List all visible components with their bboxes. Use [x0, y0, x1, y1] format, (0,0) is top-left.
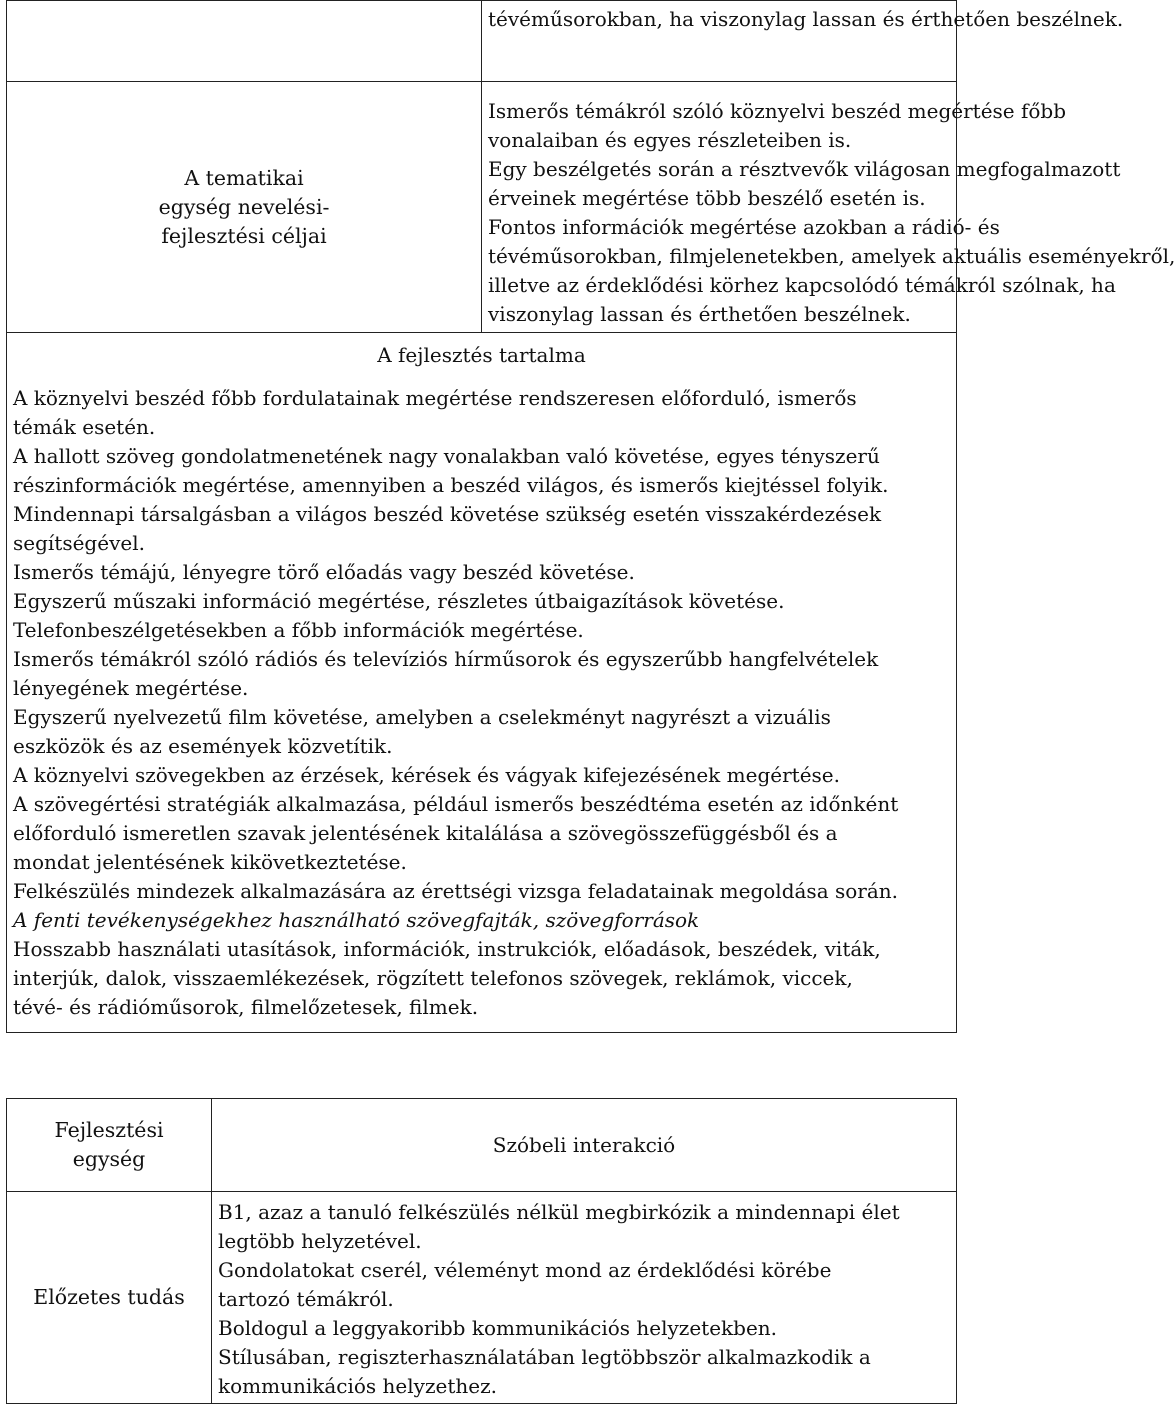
content-line: Felkészülés mindezek alkalmazására az érettségi vizsga feladatainak megoldása során. — [13, 879, 898, 903]
continuation-text: tévéműsorokban, ha viszonylag lassan és érthetően beszélnek. — [488, 7, 1124, 31]
prior-knowledge-label: Előzetes tudás — [7, 1192, 212, 1404]
table-row — [7, 1099, 957, 1192]
content-line: Ismerős témákról szóló rádiós és televíziós hírműsorok és egyszerűbb hangfelvételek — [13, 647, 879, 671]
interaction-unit-table — [6, 1098, 957, 1404]
curriculum-table — [6, 0, 1175, 1033]
unit-label: Fejlesztési egység — [7, 1099, 212, 1192]
content-line: Egyszerű nyelvezetű film követése, amelyben a cselekményt nagyrészt a vizuális — [13, 705, 831, 729]
content-line: mondat jelentésének kikövetkeztetése. — [13, 850, 407, 874]
sources-line: Hosszabb használati utasítások, információk, instrukciók, előadások, beszédek, viták, — [13, 937, 881, 961]
content-cell — [7, 333, 957, 1033]
content-line: részinformációk megértése, amennyiben a beszéd világos, és ismerős kiejtéssel folyik. — [13, 473, 889, 497]
goals-text: Ismerős témákról szóló köznyelvi beszéd megértése főbb vonalaiban és egyes részleteiben is. Egy beszélgetés során a résztvevők világosan megfogalmazott érveinek megértése több beszélő esetén is. Fontos információk megértése azokban a rádió- és tévéműsorokban, filmjelenetekben, amelyek aktuális eseményekről, illetve az érdeklődési körhez kapcsolódó témákról szólnak, ha viszonylag lassan és érthetően beszélnek. — [482, 82, 957, 333]
table-row — [7, 333, 957, 1033]
sources-line: tévé- és rádióműsorok, filmelőzetesek, filmek. — [13, 995, 479, 1019]
content-line: Mindennapi társalgásban a világos beszéd követése szükség esetén visszakérdezések — [13, 502, 882, 526]
content-line: témák esetén. — [13, 415, 156, 439]
table-row — [7, 82, 957, 333]
content-line: előforduló ismeretlen szavak jelentésének kitalálása a szövegösszefüggésből és a — [13, 821, 838, 845]
content-line: Egyszerű műszaki információ megértése, részletes útbaigazítások követése. — [13, 589, 785, 613]
goals-label: A tematikai egység nevelési- fejlesztési céljai — [7, 82, 482, 333]
continuation-cell — [482, 1, 1124, 82]
table-row — [7, 1, 957, 82]
sources-heading: A fenti tevékenységekhez használható szövegfajták, szövegforrások — [13, 908, 700, 932]
content-line: lényegének megértése. — [13, 676, 249, 700]
content-line: A hallott szöveg gondolatmenetének nagy vonalakban való követése, egyes tényszerű — [13, 444, 880, 468]
content-line: A köznyelvi szövegekben az érzések, kérések és vágyak kifejezésének megértése. — [13, 763, 840, 787]
content-line: A szövegértési stratégiák alkalmazása, például ismerős beszédtéma esetén az időnként — [13, 792, 899, 816]
content-line: Ismerős témájú, lényegre törő előadás vagy beszéd követése. — [13, 560, 635, 584]
unit-title: Szóbeli interakció — [212, 1099, 957, 1192]
empty-cell — [7, 1, 482, 82]
prior-knowledge-text: B1, azaz a tanuló felkészülés nélkül megbirkózik a mindennapi élet legtöbb helyzetével. Gondolatokat cserél, véleményt mond az érdeklődési körébe tartozó témákról. Boldogul a leggyakoribb kommunikációs helyzetekben. Stílusában, regiszterhasználatában legtöbbször alkalmazkodik a kommunikációs helyzethez. — [212, 1192, 957, 1404]
content-line: eszközök és az események közvetítik. — [13, 734, 393, 758]
table-row — [7, 1192, 957, 1404]
sources-line: interjúk, dalok, visszaemlékezések, rögzített telefonos szövegek, reklámok, viccek, — [13, 966, 853, 990]
content-heading: A fejlesztés tartalma — [377, 343, 586, 367]
content-line: Telefonbeszélgetésekben a főbb információk megértése. — [13, 618, 584, 642]
content-line: A köznyelvi beszéd főbb fordulatainak megértése rendszeresen előforduló, ismerős — [13, 386, 857, 410]
content-line: segítségével. — [13, 531, 145, 555]
